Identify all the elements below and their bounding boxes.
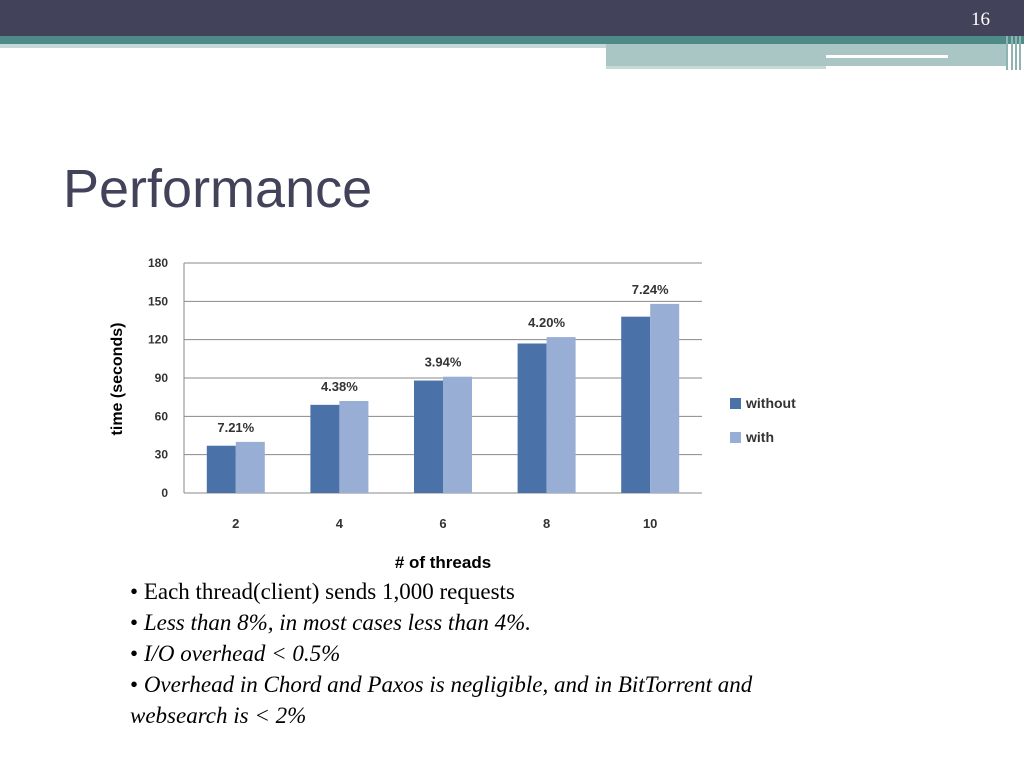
title-bar-band	[0, 0, 1024, 36]
bullet-item	[130, 638, 770, 669]
bar-without-10	[621, 317, 650, 493]
x-axis-tick-labels	[232, 516, 657, 531]
y-tick-label: 60	[154, 409, 168, 424]
bar-without-6	[414, 381, 443, 493]
y-tick-label: 0	[161, 486, 168, 500]
bullet-text: Overhead in Chord and Paxos is negligible, and in BitTorrent and websearch is < 2%	[130, 672, 753, 728]
bar-annotation: 3.94%	[424, 354, 462, 370]
y-tick-label: 120	[147, 332, 168, 347]
legend-swatch-with	[730, 432, 741, 443]
bar-annotation: 4.38%	[320, 379, 358, 394]
bullet-marker: •	[130, 610, 139, 635]
y-tick-label: 180	[147, 256, 168, 270]
teal-stripe	[0, 36, 1024, 44]
legend-label-without: without	[746, 395, 796, 411]
y-tick-label: 150	[147, 294, 168, 309]
bar-with-8	[547, 337, 576, 493]
bullet-marker: •	[130, 641, 139, 666]
x-tick-label: 8	[542, 516, 551, 531]
bar-with-2	[236, 442, 265, 493]
bar-with-4	[339, 401, 368, 493]
y-tick-label: 90	[154, 371, 168, 385]
bar-chart	[100, 248, 820, 578]
bullet-list	[130, 576, 770, 731]
legend-label-with: with	[746, 429, 774, 445]
bullet-text: Each thread(client) sends 1,000 requests	[143, 579, 515, 604]
y-axis-tick-labels	[148, 256, 168, 500]
bar-with-6	[443, 377, 472, 493]
bar-without-4	[310, 405, 339, 493]
bullet-marker: •	[130, 672, 139, 697]
x-tick-label: 10	[642, 516, 658, 531]
bullet-item	[130, 607, 770, 638]
pale-stripe	[0, 44, 606, 48]
bullet-item	[130, 576, 770, 607]
x-axis-title: # of threads	[394, 553, 492, 572]
legend	[730, 395, 796, 445]
x-tick-label: 4	[335, 516, 344, 531]
bullet-item	[130, 669, 770, 731]
bars	[207, 304, 679, 493]
bullet-marker: •	[130, 579, 139, 604]
white-stripe-line	[826, 55, 948, 58]
y-axis-title: time (seconds)	[109, 322, 126, 436]
bar-without-2	[207, 446, 236, 493]
x-tick-label: 2	[232, 516, 240, 531]
right-stripe-line	[606, 66, 826, 69]
legend-swatch-without	[730, 398, 741, 409]
x-tick-label: 6	[439, 516, 447, 531]
slide-title: Performance	[63, 159, 373, 219]
bullet-text: Less than 8%, in most cases less than 4%.	[143, 610, 531, 635]
y-tick-label: 30	[154, 447, 168, 462]
slide-number: 16	[971, 9, 990, 30]
bullet-text: I/O overhead < 0.5%	[143, 641, 341, 666]
bar-annotation: 7.21%	[217, 419, 255, 435]
bar-annotation: 7.24%	[631, 281, 669, 297]
bar-with-10	[650, 304, 679, 493]
bar-annotation: 4.20%	[528, 315, 566, 331]
vertical-rules-decoration	[1004, 36, 1024, 70]
bar-without-8	[518, 344, 547, 494]
